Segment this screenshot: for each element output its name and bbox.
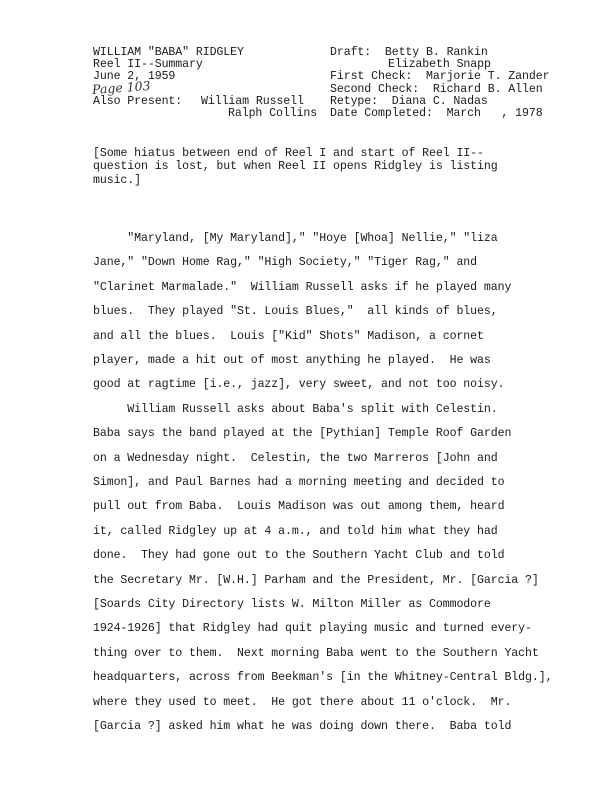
body-text-line: thing over to them. Next morning Baba went to the Southern Yacht [93, 646, 539, 660]
body-text-line: headquarters, across from Beekman's [in the Whitney-Central Bldg.], [93, 671, 553, 685]
body-text-line: where they used to meet. He got there about 11 o'clock. Mr. [93, 695, 512, 709]
draft-line: Draft: Betty B. Rankin [330, 46, 488, 59]
handwritten-page-number: Page 103 [91, 77, 151, 98]
body-text-line: [Soards City Directory lists W. Milton Miller as Commodore [93, 598, 491, 611]
body-text-line: Simon], and Paul Barnes had a morning meeting and decided to [93, 476, 505, 489]
interviewee-name: WILLIAM "BABA" RIDGLEY [93, 46, 244, 59]
body-text-line: pull out from Baba. Louis Madison was out among them, heard [93, 500, 505, 514]
body-text-line: player, made a hit out of most anything he played. He was [93, 354, 491, 367]
body-text-line: 1924-1926] that Ridgley had quit playing music and turned every- [93, 622, 532, 636]
interview-date: June 2, 1959 [93, 70, 176, 83]
date-completed-line: Date Completed: March , 1978 [330, 107, 543, 120]
body-text-line: Jane," "Down Home Rag," "High Society," "Tiger Rag," and [93, 256, 478, 270]
reel-summary: Reel II--Summary [93, 58, 203, 71]
body-text-line: [Garcia ?] asked him what he was doing down there. Baba told [93, 720, 512, 733]
editorial-note: [Some hiatus between end of Reel I and start of Reel II-- question is lost, but when Reel II opens Ridgley is listing music.] [93, 147, 498, 187]
first-check-line: First Check: Marjorie T. Zander [330, 70, 550, 83]
body-text-line: "Maryland, [My Maryland]," "Hoye [Whoa] Nellie," "liza [93, 232, 498, 245]
draft-line-2: Elizabeth Snapp [388, 58, 491, 71]
body-text-line: done. They had gone out to the Southern Yacht Club and told [93, 549, 505, 563]
body-text-line: it, called Ridgley up at 4 a.m., and told him what they had [93, 524, 498, 538]
body-text-line: on a Wednesday night. Celestin, the two Marreros [John and [93, 451, 498, 465]
body-text-line: and all the blues. Louis ["Kid" Shots" Madison, a cornet [93, 329, 484, 343]
also-present-person-1: William Russell [201, 95, 304, 108]
body-text-line: Baba says the band played at the [Pythian] Temple Roof Garden [93, 427, 512, 441]
also-present-person-2: Ralph Collins [228, 107, 318, 120]
body-text-line: "Clarinet Marmalade." William Russell asks if he played many [93, 280, 512, 294]
body-text-line: good at ragtime [i.e., jazz], very sweet, and not too noisy. [93, 378, 505, 392]
retype-line: Retype: Diana C. Nadas [330, 95, 488, 108]
body-text-line: the Secretary Mr. [W.H.] Parham and the President, Mr. [Garcia ?] [93, 573, 539, 587]
also-present-label: Also Present: [93, 95, 183, 108]
second-check-line: Second Check: Richard B. Allen [330, 83, 543, 96]
body-text-line: blues. They played "St. Louis Blues," all kinds of blues, [93, 305, 498, 319]
body-text-line: William Russell asks about Baba's split with Celestin. [93, 402, 498, 416]
